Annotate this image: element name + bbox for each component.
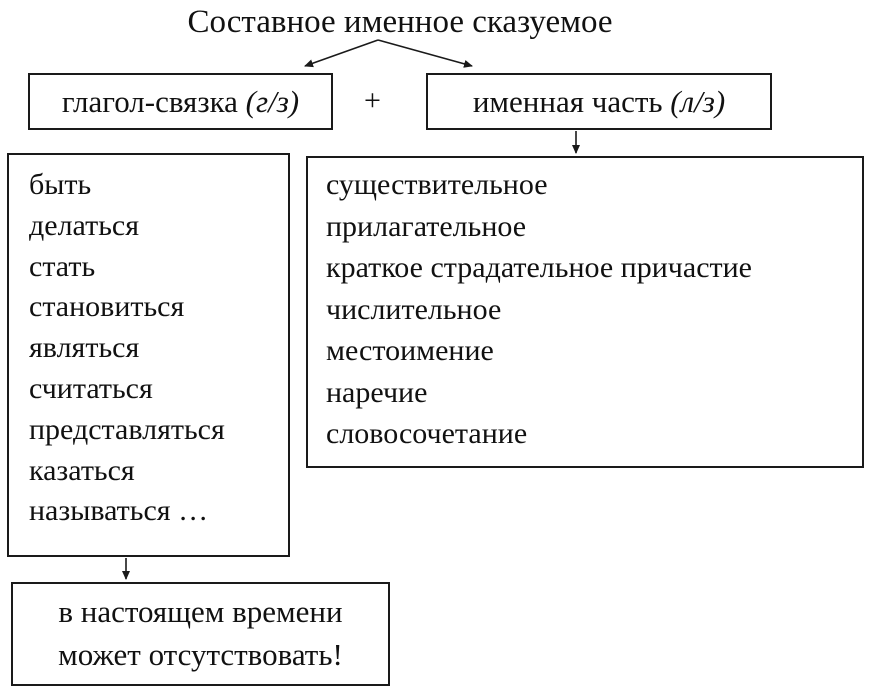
nominal-part-box [426, 73, 772, 130]
list-item: считаться [29, 371, 153, 405]
list-item: представляться [29, 412, 225, 446]
list-item: наречие [326, 375, 428, 409]
linking-verb-box [28, 73, 333, 130]
list-item: словосочетание [326, 417, 528, 450]
arrow-title-to-linking-verb [305, 40, 378, 66]
list-item: являться [29, 331, 140, 365]
list-item: краткое страдательное причастие [326, 251, 752, 284]
nominal-forms-box [306, 156, 864, 468]
note-box [11, 582, 390, 686]
nominal-part-label-row [428, 83, 770, 121]
note-text [13, 590, 388, 676]
linking-verb-abbr: (г/з) [245, 84, 300, 119]
note-line-1: в настоящем времени [58, 594, 343, 629]
linking-verb-label-row [30, 83, 331, 121]
plus-sign: + [364, 84, 381, 117]
list-item: делаться [29, 208, 139, 242]
list-item: становиться [29, 290, 185, 324]
arrow-title-to-nominal-part [378, 40, 472, 66]
linking-verbs-box [7, 153, 290, 557]
list-item: числительное [326, 292, 502, 326]
note-line-2: может отсутствовать! [58, 637, 343, 672]
list-item: казаться [29, 453, 135, 487]
list-item: прилагательное [326, 209, 527, 243]
linking-verb-label: глагол-связка [61, 84, 238, 119]
list-item: называться … [29, 494, 209, 528]
list-item: быть [29, 168, 92, 201]
list-item: стать [29, 249, 96, 283]
linking-verbs-list [29, 165, 225, 532]
nominal-forms-list [326, 164, 752, 455]
list-item: существительное [326, 168, 548, 201]
diagram-title: Составное именное сказуемое [187, 4, 613, 40]
list-item: местоимение [326, 334, 494, 367]
nominal-part-abbr: (л/з) [670, 84, 726, 119]
nominal-part-label: именная часть [472, 84, 663, 119]
